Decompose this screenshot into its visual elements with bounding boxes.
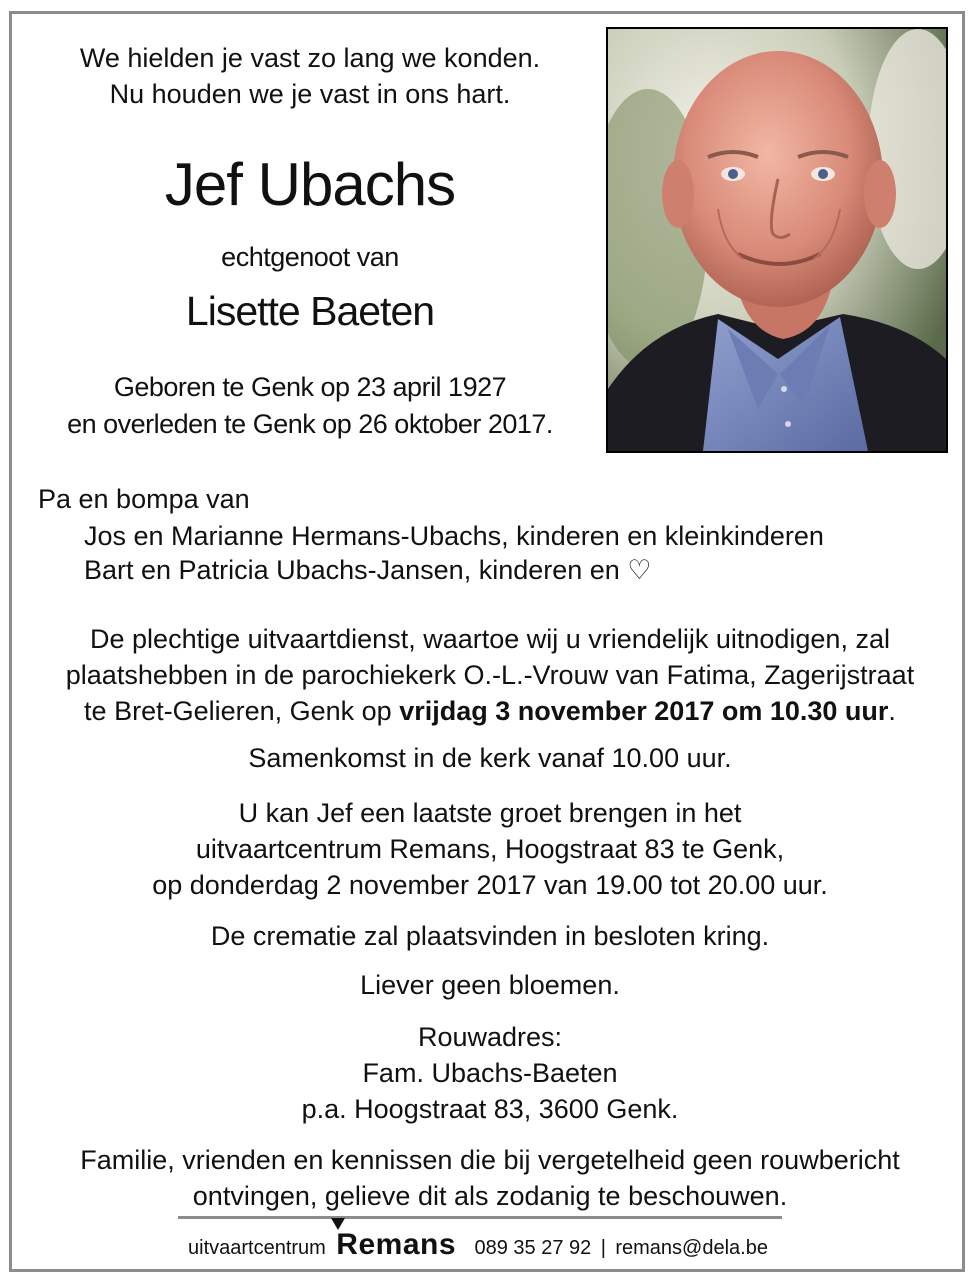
family-member: Bart en Patricia Ubachs-Jansen, kinderen en ♡ [84,555,652,585]
cremation-info: De crematie zal plaatsvinden in besloten kring. [210,921,770,951]
family-member: Jos en Marianne Hermans-Ubachs, kinderen en kleinkinderen [84,521,824,551]
visitation-line-3: op donderdag 2 november 2017 van 19.00 tot 20.00 uur. [152,870,828,900]
service-line-2: plaatshebben in de parochiekerk O.-L.-Vrouw van Fatima, Zagerijstraat [65,660,915,690]
footer-brand: Remans [336,1228,457,1261]
visitation-line-2: uitvaartcentrum Remans, Hoogstraat 83 te Genk, [195,834,785,864]
mourning-address [30,1019,950,1127]
notice-text [30,1142,950,1214]
life-dates [40,369,580,443]
service-line-1: De plechtige uitvaartdienst, waartoe wij u vriendelijk uitnodigen, zal [90,624,890,654]
portrait-photo [606,27,948,453]
service-announcement [30,621,950,729]
opening-quote [40,40,580,112]
spouse-name: Lisette Baeten [185,288,435,334]
birth-line: Geboren te Genk op 23 april 1927 [113,372,507,402]
footer-divider [178,1216,782,1219]
notice-line-1: Familie, vrienden en kennissen die bij vergetelheid geen rouwbericht [80,1145,900,1175]
address-street: p.a. Hoogstraat 83, 3600 Genk. [301,1094,679,1124]
spouse-label: echtgenoot van [221,242,399,272]
footer-email: remans@dela.be [615,1237,768,1259]
footer-separator: | [600,1237,606,1259]
family-title: Pa en bompa van [38,484,250,514]
service-period: . [888,696,896,726]
deceased-name: Jef Ubachs [164,151,456,218]
service-location-text: te Bret-Gelieren, Genk op [84,696,400,726]
address-label: Rouwadres: [417,1022,563,1052]
service-datetime: vrijdag 3 november 2017 om 10.30 uur [399,696,889,726]
family-list [84,519,824,587]
gathering-info: Samenkomst in de kerk vanaf 10.00 uur. [248,743,732,773]
footer-prefix: uitvaartcentrum [188,1237,326,1259]
visitation-info [30,795,950,903]
flowers-info: Liever geen bloemen. [360,970,620,1000]
visitation-line-1: U kan Jef een laatste groet brengen in het [238,798,742,828]
quote-line-1: We hielden je vast zo lang we konden. [79,43,541,73]
quote-line-2: Nu houden we je vast in ons hart. [109,79,511,109]
funeral-home-footer [188,1228,768,1264]
address-family: Fam. Ubachs-Baeten [362,1058,618,1088]
notice-line-2: ontvingen, gelieve dit als zodanig te beschouwen. [192,1181,788,1211]
death-line: en overleden te Genk op 26 oktober 2017. [67,409,553,439]
portrait-photo-illustration [608,29,946,451]
footer-phone: 089 35 27 92 [474,1237,592,1259]
service-line-3 [30,693,950,729]
